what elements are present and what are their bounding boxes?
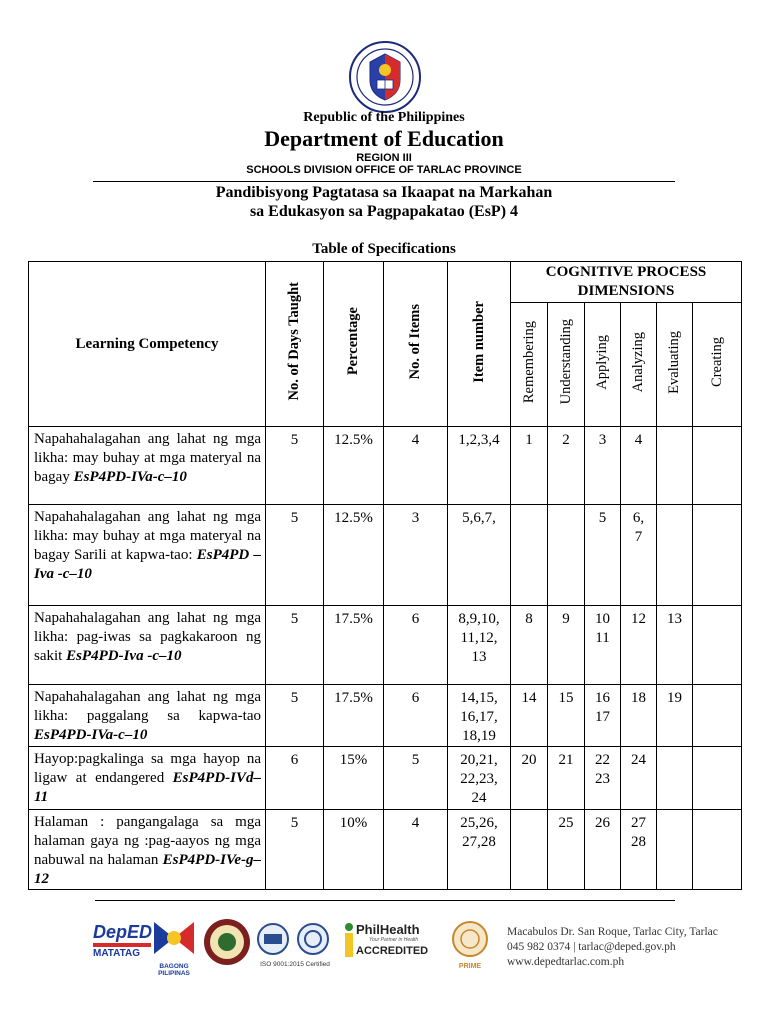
item-number-line: 22,23, [460,771,498,787]
competency-text: Napahahalagahan ang lahat ng mga likha: may buhay at mga materyal na bagay [34,431,261,485]
footer-contact [507,925,718,970]
evaluating-cell [657,810,693,890]
days-taught-cell: 6 [266,747,324,810]
understanding-cell: 25 [548,810,585,890]
header-applying: Applying [585,303,621,427]
competency-text: Napahahalagahan ang lahat ng mga likha: pag-iwas sa pagkakaroon ng sakit [34,610,261,664]
competency-code: EsP4PD-IVd–11 [34,770,261,805]
table-row [29,810,742,890]
header-divider [93,181,675,182]
specifications-table [28,261,742,890]
region-label: REGION III [356,152,412,164]
analyzing-cell: 4 [621,427,657,505]
percentage-cell: 12.5% [324,427,384,505]
division-office-label: SCHOOLS DIVISION OFFICE OF TARLAC PROVINCE [246,164,522,176]
deped-seal-icon [348,40,422,114]
iso-badges-icon [255,922,335,956]
applying-cell: 5 [585,505,621,606]
header-days-taught: No. of Days Taught [266,262,324,427]
assessment-title-line2: sa Edukasyon sa Pagpapakatao (EsP) 4 [249,203,519,220]
item-number-cell [448,606,511,685]
understanding-cell: 9 [548,606,585,685]
competency-text: Napahahalagahan ang lahat ng mga likha: may buhay at mga materyal na bagay Sarili at kapwa-tao: [34,509,261,563]
no-of-items-cell: 3 [384,505,448,606]
competency-cell [29,427,266,505]
competency-cell [29,685,266,747]
competency-text: Napahahalagahan ang lahat ng mga likha: paggalang sa kapwa-tao [34,689,261,724]
applying-cell: 16 17 [585,685,621,747]
percentage-cell: 17.5% [324,685,384,747]
competency-code: EsP4PD-IVe-g–12 [34,852,261,887]
no-of-items-cell: 6 [384,685,448,747]
competency-code: EsP4PD-IVa-c–10 [34,727,148,743]
applying-cell: 10 11 [585,606,621,685]
item-number-cell [448,427,511,505]
item-number-line: 24 [471,790,487,806]
remembering-cell: 20 [511,747,548,810]
creating-cell [693,685,742,747]
competency-text: Hayop:pagkalinga sa mga hayop na ligaw at endangered [34,751,261,786]
header-understanding: Understanding [548,303,585,427]
republic-label: Republic of the Philippines [303,110,465,125]
table-row [29,427,742,505]
header-no-of-items: No. of Items [384,262,448,427]
no-of-items-cell: 4 [384,810,448,890]
table-row [29,747,742,810]
philhealth-icon [343,922,355,958]
understanding-cell: 2 [548,427,585,505]
understanding-cell: 15 [548,685,585,747]
header-creating: Creating [693,303,742,427]
table-row [29,606,742,685]
percentage-cell: 17.5% [324,606,384,685]
item-number-line: 16,17, [460,709,498,725]
competency-code: EsP4PD – Iva -c–10 [34,547,261,582]
header-learning-competency: Learning Competency [29,262,266,427]
item-number-line: 13 [471,649,487,665]
table-row [29,505,742,606]
competency-text: Halaman : pangangalaga sa mga halaman gaya ng :pag-aayos ng mga nabuwal na halaman [34,814,261,868]
remembering-cell: 8 [511,606,548,685]
header-evaluating: Evaluating [657,303,693,427]
iso-certification-logo: ISO 9001:2015 Certified [255,922,335,970]
evaluating-cell [657,747,693,810]
deped-matatag-logo: DepED MATATAG [93,922,153,959]
footer-phone-email: 045 982 0374 | tarlac@deped.gov.ph [507,941,676,953]
days-taught-cell: 5 [266,606,324,685]
creating-cell [693,810,742,890]
item-number-cell [448,505,511,606]
item-number-line: 18,19 [462,728,496,744]
days-taught-cell: 5 [266,427,324,505]
footer-website: www.depedtarlac.com.ph [507,956,625,968]
remembering-cell: 1 [511,427,548,505]
competency-code: EsP4PD-IVa-c–10 [73,469,187,485]
remembering-cell [511,810,548,890]
bagong-pilipinas-logo: BAGONG PILIPINAS [150,918,198,972]
table-title: Table of Specifications [312,241,456,257]
understanding-cell [548,505,585,606]
competency-cell [29,810,266,890]
item-number-cell [448,810,511,890]
department-title: Department of Education [264,126,504,151]
item-number-line: 5,6,7, [462,510,496,526]
evaluating-cell [657,505,693,606]
days-taught-cell: 5 [266,810,324,890]
analyzing-cell: 18 [621,685,657,747]
table-row [29,685,742,747]
creating-cell [693,606,742,685]
creating-cell [693,747,742,810]
item-number-line: 27,28 [462,834,496,850]
bagong-pilipinas-icon [150,918,198,958]
item-number-cell [448,685,511,747]
percentage-cell: 10% [324,810,384,890]
item-number-line: 25,26, [460,815,498,831]
item-number-line: 14,15, [460,690,498,706]
percentage-cell: 12.5% [324,505,384,606]
applying-cell: 22 23 [585,747,621,810]
item-number-line: 11,12, [460,630,498,646]
competency-cell [29,747,266,810]
days-taught-cell: 5 [266,505,324,606]
no-of-items-cell: 6 [384,606,448,685]
evaluating-cell [657,427,693,505]
analyzing-cell: 12 [621,606,657,685]
competency-cell [29,606,266,685]
no-of-items-cell: 4 [384,427,448,505]
analyzing-cell: 24 [621,747,657,810]
header-item-number: Item number [448,262,511,427]
assessment-title-line1: Pandibisyong Pagtatasa sa Ikaapat na Markahan [215,184,553,201]
item-number-line: 8,9,10, [458,611,500,627]
item-number-line: 20,21, [460,752,498,768]
item-number-cell [448,747,511,810]
prime-level-logo: PRIME [447,920,493,970]
remembering-cell [511,505,548,606]
remembering-cell: 14 [511,685,548,747]
understanding-cell: 21 [548,747,585,810]
evaluating-cell: 19 [657,685,693,747]
applying-cell: 26 [585,810,621,890]
division-seal-icon [203,918,251,966]
no-of-items-cell: 5 [384,747,448,810]
applying-cell: 3 [585,427,621,505]
analyzing-cell: 6, 7 [621,505,657,606]
header-remembering: Remembering [511,303,548,427]
days-taught-cell: 5 [266,685,324,747]
prime-badge-icon [447,920,493,958]
creating-cell [693,505,742,606]
header-cognitive-dimensions: COGNITIVE PROCESS DIMENSIONS [511,262,742,303]
item-number-line: 1,2,3,4 [458,432,500,448]
creating-cell [693,427,742,505]
competency-cell [29,505,266,606]
footer-divider [95,900,675,901]
evaluating-cell: 13 [657,606,693,685]
analyzing-cell: 27 28 [621,810,657,890]
competency-code: EsP4PD-Iva -c–10 [66,648,182,664]
philhealth-accredited-logo: PhilHealth Your Partner in Health ACCREDITED [343,922,433,962]
header-analyzing: Analyzing [621,303,657,427]
footer-address: Macabulos Dr. San Roque, Tarlac City, Tarlac [507,926,718,938]
percentage-cell: 15% [324,747,384,810]
header-percentage: Percentage [324,262,384,427]
